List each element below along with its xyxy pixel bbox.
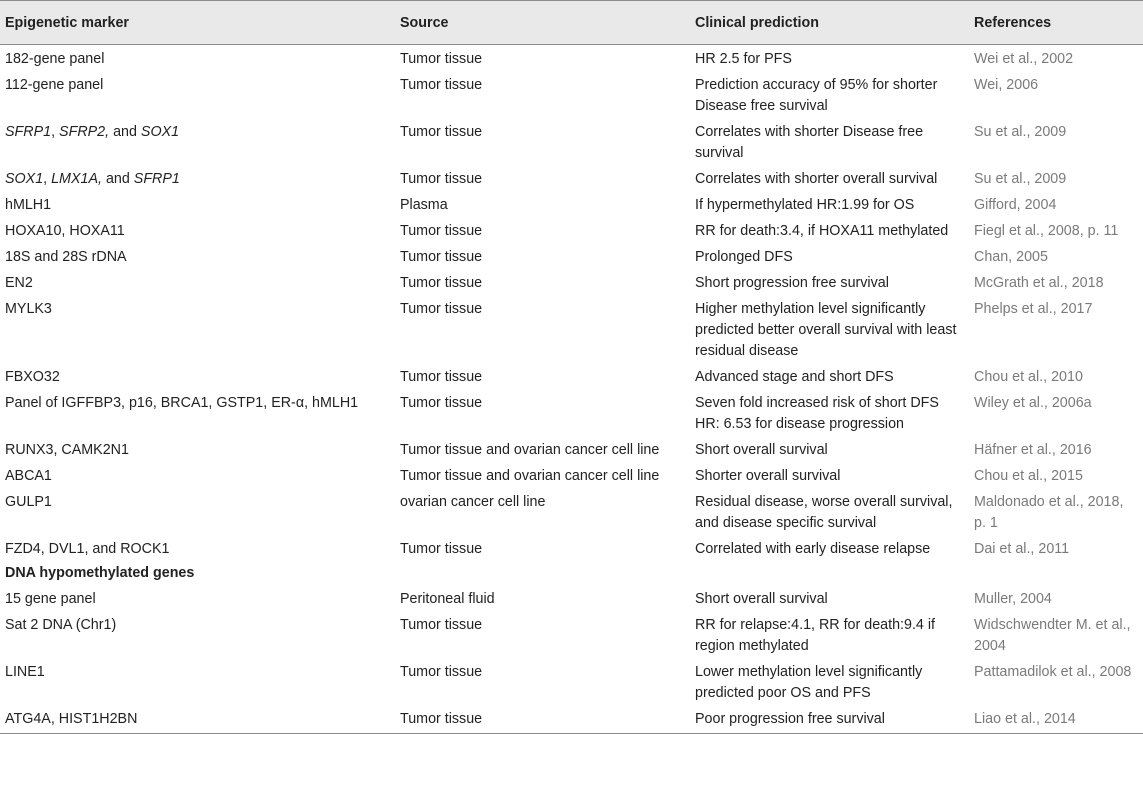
table-row — [0, 295, 1143, 363]
source-cell: Plasma — [400, 197, 448, 213]
reference-link[interactable]: Gifford, 2004 — [974, 197, 1057, 213]
gene-name: SFRP2, — [59, 124, 110, 140]
table-row — [0, 118, 1143, 165]
reference-link[interactable]: Phelps et al., 2017 — [974, 301, 1093, 317]
source-cell: Tumor tissue — [400, 664, 483, 680]
prediction-cell: Short overall survival — [695, 591, 828, 607]
source-cell: Tumor tissue — [400, 249, 483, 265]
gene-name: SFRP1 — [5, 124, 52, 140]
source-cell: Tumor tissue — [400, 124, 483, 140]
header-source: Source — [395, 1, 690, 45]
marker-cell: HOXA10, HOXA11 — [5, 223, 125, 239]
separator: and — [109, 124, 141, 140]
reference-link[interactable]: Wei, 2006 — [974, 77, 1039, 93]
prediction-cell — [690, 389, 969, 436]
marker-cell: Sat 2 DNA (Chr1) — [5, 617, 117, 633]
reference-link[interactable]: Chou et al., 2015 — [974, 468, 1083, 484]
table-row — [0, 585, 1143, 611]
reference-link[interactable]: Su et al., 2009 — [974, 171, 1067, 187]
table-row — [0, 389, 1143, 436]
header-references: References — [969, 1, 1143, 45]
marker-cell: MYLK3 — [5, 301, 52, 317]
table-row — [0, 363, 1143, 389]
source-cell: Tumor tissue — [400, 617, 483, 633]
gene-name: SFRP1 — [133, 171, 180, 187]
header-prediction: Clinical prediction — [690, 1, 969, 45]
prediction-cell: Poor progression free survival — [690, 705, 969, 734]
prediction-cell: Residual disease, worse overall survival, and disease specific survival — [695, 494, 953, 531]
prediction-line: Seven fold increased risk of short DFS — [695, 395, 939, 411]
separator: , — [43, 171, 52, 187]
prediction-cell: Correlates with shorter Disease free survival — [695, 124, 924, 161]
table-row — [0, 535, 1143, 561]
source-cell: Tumor tissue and ovarian cancer cell line — [400, 468, 660, 484]
table-row — [0, 611, 1143, 658]
section-heading: DNA hypomethylated genes — [5, 565, 195, 581]
marker-cell: FZD4, DVL1, and ROCK1 — [5, 541, 170, 557]
prediction-cell: HR 2.5 for PFS — [695, 51, 792, 67]
gene-name: SOX1 — [5, 171, 44, 187]
prediction-cell: RR for death:3.4, if HOXA11 methylated — [695, 223, 949, 239]
source-cell: ovarian cancer cell line — [400, 494, 546, 510]
prediction-cell: Shorter overall survival — [695, 468, 841, 484]
table-row — [0, 436, 1143, 462]
prediction-line: HR: 6.53 for disease progression — [695, 416, 905, 432]
prediction-cell: Prediction accuracy of 95% for shorter Disease free survival — [695, 77, 938, 114]
prediction-cell: Short progression free survival — [695, 275, 889, 291]
reference-link[interactable]: Wiley et al., 2006a — [974, 395, 1092, 411]
table-header-row — [0, 1, 1143, 45]
source-cell: Tumor tissue — [400, 77, 483, 93]
source-cell: Tumor tissue — [400, 369, 483, 385]
source-cell: Tumor tissue — [400, 301, 483, 317]
marker-cell: Panel of IGFFBP3, p16, BRCA1, GSTP1, ER-α, hMLH1 — [5, 395, 359, 411]
marker-cell: 15 gene panel — [5, 591, 96, 607]
table-row — [0, 269, 1143, 295]
prediction-cell: If hypermethylated HR:1.99 for OS — [695, 197, 915, 213]
prediction-cell: Short overall survival — [695, 442, 828, 458]
reference-link[interactable]: Wei et al., 2002 — [974, 51, 1074, 67]
marker-cell: 112-gene panel — [5, 77, 104, 93]
table-row — [0, 71, 1143, 118]
table-row — [0, 705, 1143, 734]
marker-cell: GULP1 — [5, 494, 52, 510]
gene-name: SOX1 — [140, 124, 180, 140]
marker-cell: ABCA1 — [5, 468, 52, 484]
table-row — [0, 165, 1143, 191]
table-row — [0, 658, 1143, 705]
reference-link[interactable]: McGrath et al., 2018 — [974, 275, 1104, 291]
reference-link[interactable]: Chou et al., 2010 — [974, 369, 1083, 385]
source-cell: Tumor tissue and ovarian cancer cell line — [400, 442, 660, 458]
prediction-cell: Advanced stage and short DFS — [695, 369, 894, 385]
prediction-cell: RR for relapse:4.1, RR for death:9.4 if region methylated — [695, 617, 935, 654]
prediction-cell: Higher methylation level significantly predicted better overall survival with least residual disease — [695, 301, 957, 359]
table-row — [0, 45, 1143, 72]
source-cell: Peritoneal fluid — [400, 591, 495, 607]
header-marker: Epigenetic marker — [0, 1, 395, 45]
marker-cell: ATG4A, HIST1H2BN — [0, 705, 395, 734]
separator: , — [51, 124, 60, 140]
source-cell: Tumor tissue — [400, 395, 483, 411]
marker-cell: RUNX3, CAMK2N1 — [5, 442, 129, 458]
prediction-cell: Correlates with shorter overall survival — [695, 171, 938, 187]
marker-cell: hMLH1 — [5, 197, 52, 213]
reference-link[interactable]: Widschwendter M. et al., 2004 — [974, 617, 1131, 654]
reference-link[interactable]: Pattamadilok et al., 2008 — [974, 664, 1132, 680]
marker-cell: FBXO32 — [5, 369, 60, 385]
prediction-cell: Lower methylation level significantly predicted poor OS and PFS — [695, 664, 923, 701]
table-row — [0, 488, 1143, 535]
prediction-cell: Prolonged DFS — [695, 249, 793, 265]
gene-name: LMX1A, — [51, 171, 102, 187]
reference-link[interactable]: Muller, 2004 — [974, 591, 1052, 607]
marker-cell — [0, 118, 395, 165]
source-cell: Tumor tissue — [400, 275, 483, 291]
source-cell: Tumor tissue — [400, 171, 483, 187]
marker-cell: 182-gene panel — [5, 51, 105, 67]
marker-cell: LINE1 — [5, 664, 45, 680]
reference-link[interactable]: Maldonado et al., 2018, p. 1 — [974, 494, 1124, 531]
section-row — [0, 561, 1143, 585]
reference-link[interactable]: Su et al., 2009 — [974, 124, 1067, 140]
table-row — [0, 462, 1143, 488]
table-row — [0, 191, 1143, 217]
source-cell: Tumor tissue — [400, 51, 483, 67]
marker-cell: EN2 — [5, 275, 33, 291]
reference-link[interactable]: Dai et al., 2011 — [974, 541, 1070, 557]
reference-link[interactable]: Fiegl et al., 2008, p. 11 — [974, 223, 1119, 239]
table-row — [0, 243, 1143, 269]
reference-link[interactable]: Chan, 2005 — [974, 249, 1048, 265]
reference-link[interactable]: Liao et al., 2014 — [969, 705, 1143, 734]
source-cell: Tumor tissue — [395, 705, 690, 734]
prediction-cell: Correlated with early disease relapse — [695, 541, 931, 557]
source-cell: Tumor tissue — [400, 223, 483, 239]
source-cell: Tumor tissue — [400, 541, 483, 557]
marker-cell: 18S and 28S rDNA — [5, 249, 127, 265]
reference-link[interactable]: Häfner et al., 2016 — [974, 442, 1092, 458]
marker-cell — [0, 165, 395, 191]
separator: and — [101, 171, 134, 187]
table-row — [0, 217, 1143, 243]
